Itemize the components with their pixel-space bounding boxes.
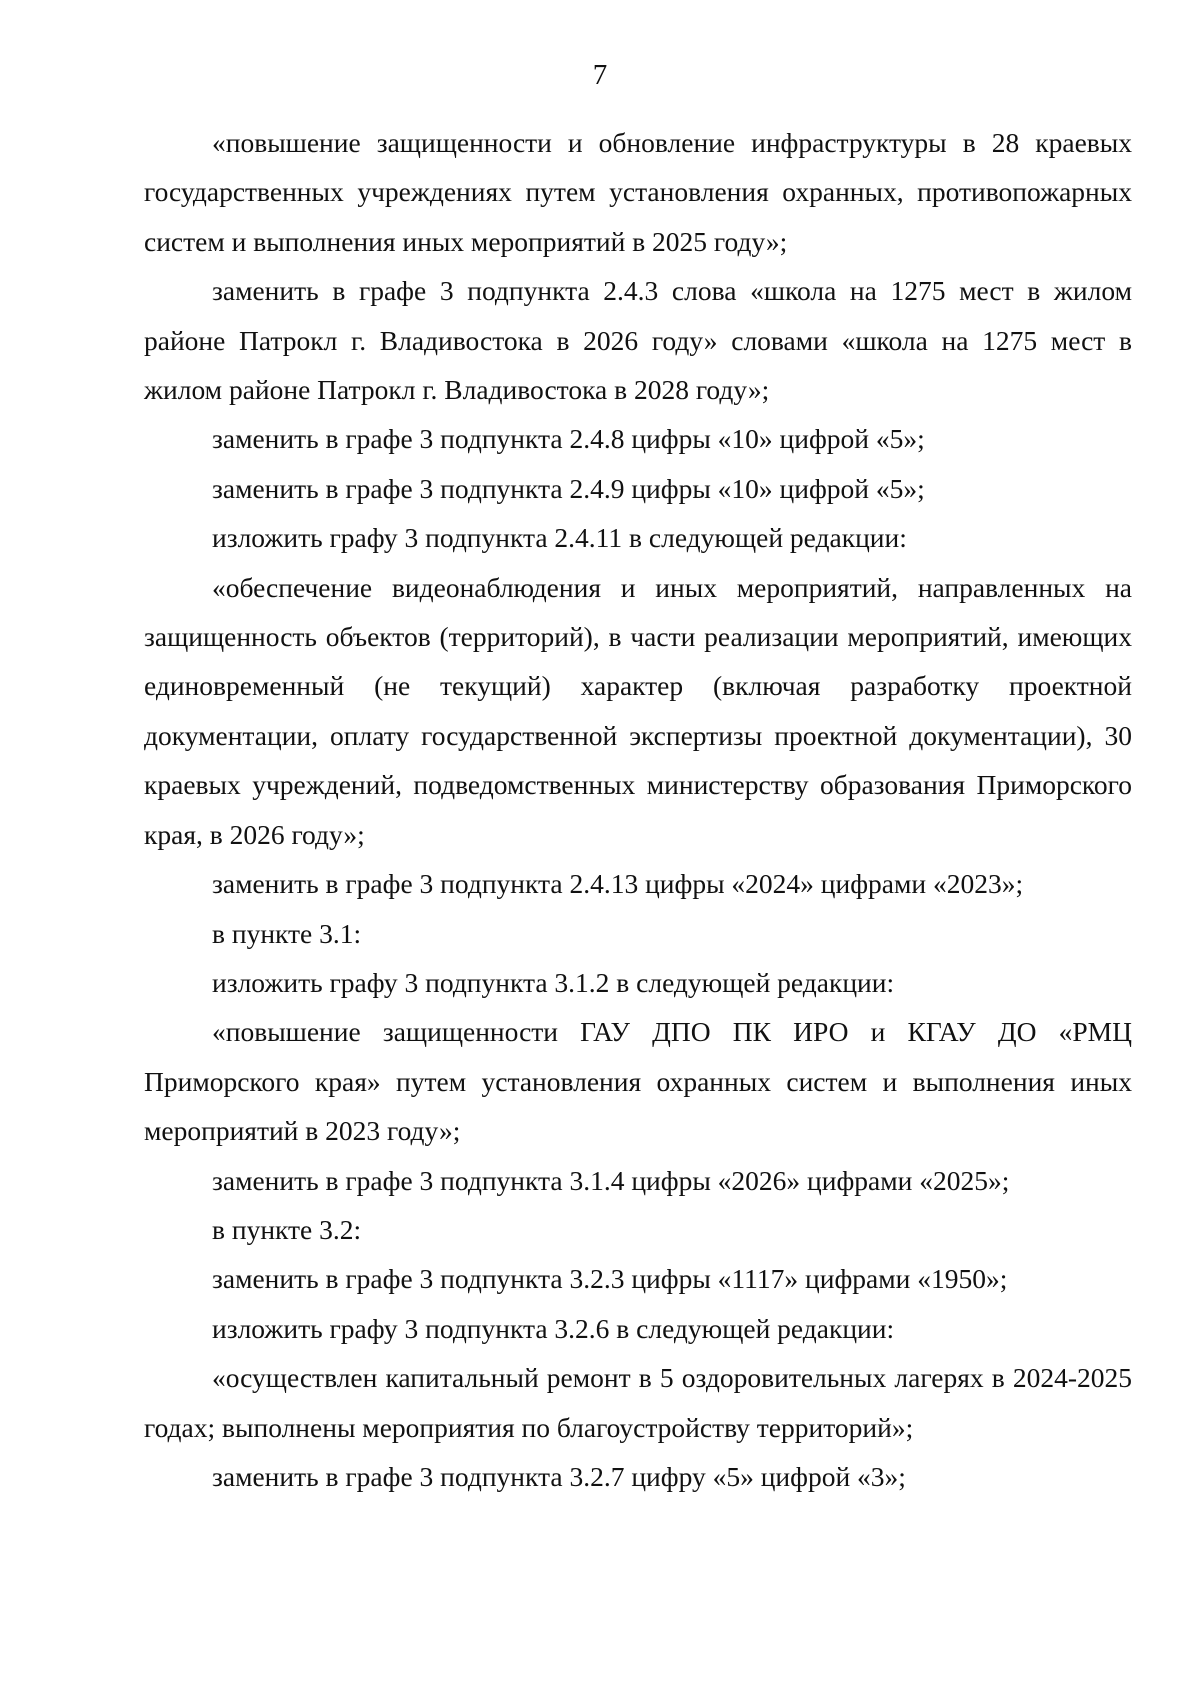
paragraph: «обеспечение видеонаблюдения и иных мероприятий, направленных на защищенность объектов (территорий), в части реализации мероприятий, имеющих единовременный (не текущий) характер (включая разработку проектной документации, оплату государственной экспертизы проектной документации), 30 краевых учреждений, подведомственных министерству образования Приморского края, в 2026 году»; (144, 571, 1132, 850)
paragraph: «повышение защищенности и обновление инфраструктуры в 28 краевых государственных учреждениях путем установления охранных, противопожарных систем и выполнения иных мероприятий в 2025 году»; (144, 127, 1132, 257)
paragraph: изложить графу 3 подпункта 2.4.11 в следующей редакции: (212, 522, 907, 554)
paragraph: заменить в графе 3 подпункта 2.4.9 цифры «10» цифрой «5»; (212, 472, 925, 504)
page-number: 7 (592, 59, 608, 91)
paragraph: изложить графу 3 подпункта 3.1.2 в следующей редакции: (212, 966, 895, 998)
paragraph: «повышение защищенности ГАУ ДПО ПК ИРО и КГАУ ДО «РМЦ Приморского края» путем установления охранных систем и выполнения иных мероприятий в 2023 году»; (144, 1016, 1132, 1147)
paragraph: заменить в графе 3 подпункта 3.1.4 цифры «2026» цифрами «2025»; (212, 1164, 1010, 1196)
document-body (144, 118, 1132, 1501)
paragraph: в пункте 3.2: (212, 1213, 362, 1245)
paragraph: в пункте 3.1: (212, 917, 362, 949)
paragraph: заменить в графе 3 подпункта 2.4.8 цифры «10» цифрой «5»; (212, 423, 925, 455)
paragraph: изложить графу 3 подпункта 3.2.6 в следующей редакции: (212, 1312, 895, 1344)
paragraph: «осуществлен капитальный ремонт в 5 оздоровительных лагерях в 2024-2025 годах; выполнены мероприятия по благоустройству территорий»; (144, 1362, 1132, 1443)
paragraph: заменить в графе 3 подпункта 3.2.7 цифру «5» цифрой «3»; (212, 1460, 906, 1492)
paragraph: заменить в графе 3 подпункта 2.4.3 слова «школа на 1275 мест в жилом районе Патрокл г. Владивостока в 2026 году» словами «школа на 1275 мест в жилом районе Патрокл г. Владивостока в 2028 году»; (144, 275, 1132, 406)
paragraph: заменить в графе 3 подпункта 2.4.13 цифры «2024» цифрами «2023»; (212, 868, 1024, 900)
paragraph: заменить в графе 3 подпункта 3.2.3 цифры «1117» цифрами «1950»; (212, 1263, 1008, 1295)
